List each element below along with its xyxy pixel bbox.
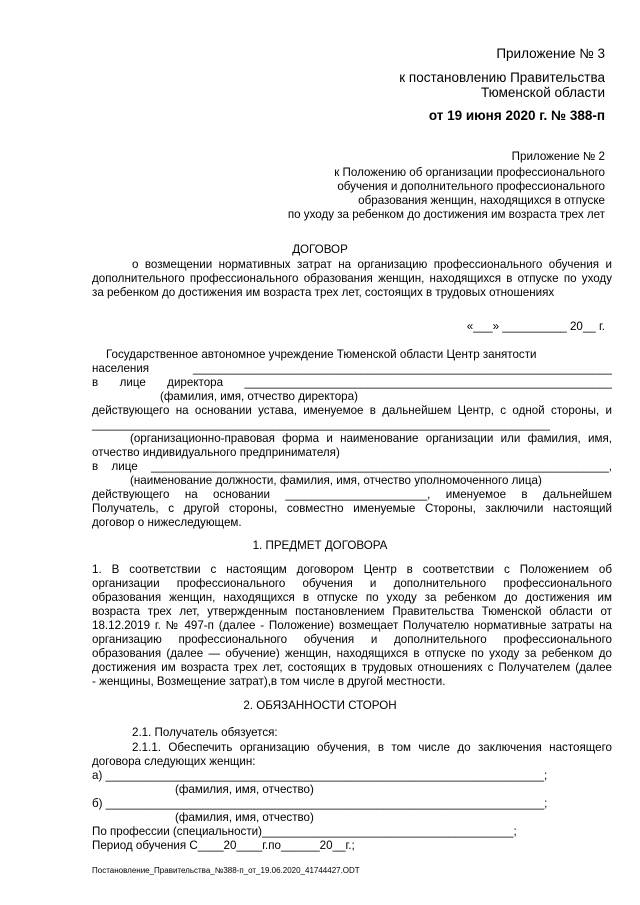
contract-subtitle-line: о возмещении нормативных затрат на организацию профессионального обучения и: [132, 258, 612, 271]
field-hint: отчество индивидуального предпринимателя): [92, 446, 340, 459]
parties-line: действующего на основании устава, именуемое в дальнейшем Центр, с одной стороны, и: [92, 404, 612, 417]
annex2-line: по уходу за ребенком до достижения им возраста трех лет: [287, 208, 605, 221]
paragraph-line: договора следующих женщин:: [92, 755, 256, 768]
annex2-line: обучения и дополнительного профессионального: [337, 180, 605, 193]
paragraph-line: - женщины, Возмещение затрат),в том числе в другой местности.: [92, 675, 446, 688]
parties-line: _______________________________________________________________________: [92, 418, 550, 431]
paragraph-line: образования женщин, находящихся в отпуске по уходу за ребенком до достижения им: [92, 591, 612, 604]
training-period-field: Период обучения С____20____г.по______20__г.;: [92, 839, 355, 852]
field-hint: (наименование должности, фамилия, имя, отчество уполномоченного лица): [130, 474, 542, 487]
annex3-label: Приложение № 3: [496, 46, 605, 61]
parties-line: населения _________________________________________________________________: [92, 362, 612, 375]
trainee-a-field: а) ____________________________________________________________________;: [92, 769, 548, 782]
contract-date: «___» __________ 20__ г.: [466, 320, 605, 333]
paragraph-line: 2.1. Получатель обязуется:: [132, 726, 278, 739]
profession-field: По профессии (специальности)_______________________________________;: [92, 825, 517, 838]
field-hint: (фамилия, имя, отчество): [175, 783, 314, 796]
annex3-to: к постановлению Правительства: [399, 70, 605, 85]
parties-line: договор о нижеследующем.: [92, 516, 242, 529]
parties-line: в лице директора _________________________________________________________: [92, 376, 612, 389]
annex2-label: Приложение № 2: [511, 150, 605, 163]
paragraph-line: организации профессионального обучения и дополнительного профессионального: [92, 577, 612, 590]
contract-subtitle-line: дополнительного профессионального образования женщин, находящихся в отпуске по уходу: [92, 272, 612, 285]
annex2-line: образования женщин, находящихся в отпуске: [358, 194, 605, 207]
field-hint: (организационно-правовая форма и наименование организации или фамилия, имя,: [130, 432, 612, 445]
document-footer: Постановление_Правительства_№388-п_от_19.06.2020_41744427.ODT: [92, 866, 360, 875]
annex2-line: к Положению об организации профессионального: [334, 166, 605, 179]
parties-line: Получатель, с другой стороны, совместно именуемые Стороны, заключили настоящий: [92, 502, 612, 515]
parties-line: Государственное автономное учреждение Тюменской области Центр занятости: [106, 348, 537, 361]
contract-title: ДОГОВОР: [292, 243, 348, 256]
paragraph-line: образования (далее — обучение) женщин, находящихся в отпуске по уходу за ребенком до: [92, 647, 612, 660]
paragraph-line: достижения им возраста трех лет, состоящих в трудовых отношениях с Получателем (далее: [92, 661, 612, 674]
parties-line: в лице _______________________________________________________________________,: [92, 460, 612, 473]
paragraph-line: 1. В соответствии с настоящим договором Центр в соответствии с Положением об: [92, 563, 612, 576]
paragraph-line: 18.12.2019 г. № 497-п (далее - Положение) возмещает Получателю нормативные затраты на: [92, 619, 612, 632]
parties-line: действующего на основании ______________________, именуемое в дальнейшем: [92, 488, 612, 501]
contract-subtitle-line: за ребенком до достижения им возраста трех лет, состоящих в трудовых отношениях: [92, 286, 555, 299]
paragraph-line: организацию профессионального обучения и дополнительного профессионального: [92, 633, 612, 646]
paragraph-line: возраста трех лет, утвержденным постановлением Правительства Тюменской области от: [92, 605, 612, 618]
trainee-b-field: б) ____________________________________________________________________;: [92, 797, 548, 810]
paragraph-line: 2.1.1. Обеспечить организацию обучения, в том числе до заключения настоящего: [132, 741, 612, 754]
field-hint: (фамилия, имя, отчество): [175, 811, 314, 824]
annex3-region: Тюменской области: [481, 85, 605, 100]
section-heading: 2. ОБЯЗАННОСТИ СТОРОН: [243, 699, 397, 712]
field-hint: (фамилия, имя, отчество директора): [160, 390, 358, 403]
section-heading: 1. ПРЕДМЕТ ДОГОВОРА: [252, 539, 388, 552]
annex3-date: от 19 июня 2020 г. № 388-п: [428, 108, 605, 123]
